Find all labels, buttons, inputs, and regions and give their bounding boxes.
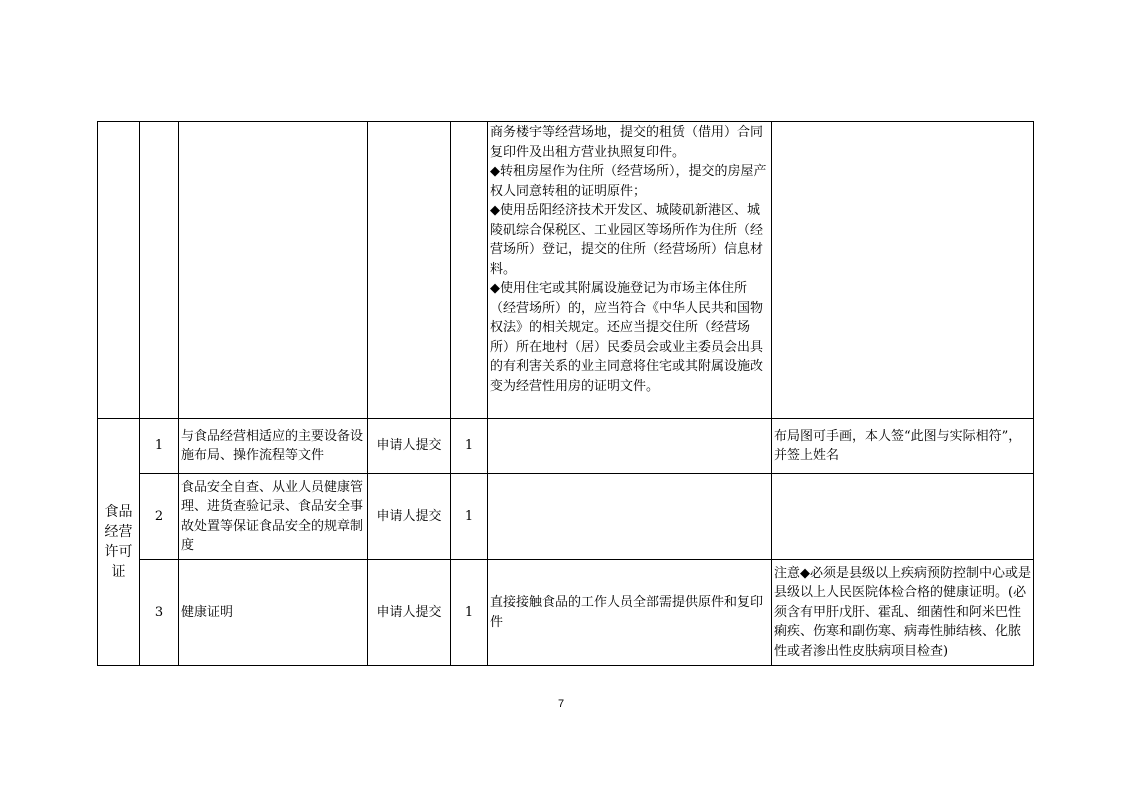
row-number: 1 xyxy=(140,419,179,474)
requirement-paragraph: 商务楼宇等经营场地，提交的租赁（借用）合同复印件及出租方营业执照复印件。 xyxy=(490,125,764,160)
category-label-line: 食品 xyxy=(104,504,133,520)
material-requirements: 直接接触食品的工作人员全部需提供原件和复印件 xyxy=(488,560,772,666)
requirement-paragraph: ◆使用住宅或其附属设施登记为市场主体住所（经营场所）的，应当符合《中华人民共和国物权法》的相关规定。还应当提交住所（经营场所）所在地村（居）民委员会或业主委员会出具的有利害关系的业主同意将住宅或其附属设施改变为经营性用房的证明文件。 xyxy=(490,281,764,394)
category-cell-empty xyxy=(98,122,140,419)
material-notes: 注意◆必须是县级以上疾病预防控制中心或是县级以上人民医院体检合格的健康证明。(必须含有甲肝戊肝、霍乱、细菌性和阿米巴性痢疾、伤寒和副伤寒、病毒性肺结核、化脓性或者渗出性皮肤病项目检查) xyxy=(772,560,1034,666)
material-notes xyxy=(772,474,1034,560)
requirements-cell-continued xyxy=(488,122,772,419)
requirement-paragraph: ◆使用岳阳经济技术开发区、城陵矶新港区、城陵矶综合保税区、工业园区等场所作为住所（经营场所）登记，提交的住所（经营场所）信息材料。 xyxy=(490,203,764,277)
material-source: 申请人提交 xyxy=(368,560,451,666)
page-number: 7 xyxy=(557,698,565,710)
material-name: 与食品经营相适应的主要设备设施布局、操作流程等文件 xyxy=(179,419,368,474)
table-row xyxy=(98,474,1034,560)
copies-cell-empty xyxy=(451,122,488,419)
material-requirements xyxy=(488,419,772,474)
row-number: 3 xyxy=(140,560,179,666)
row-number: 2 xyxy=(140,474,179,560)
category-label-line: 经营 xyxy=(104,524,133,540)
source-cell-empty xyxy=(368,122,451,419)
material-name: 食品安全自查、从业人员健康管理、进货查验记录、食品安全事故处置等保证食品安全的规章制度 xyxy=(179,474,368,560)
material-notes: 布局图可手画，本人签“此图与实际相符”，并签上姓名 xyxy=(772,419,1034,474)
materials-table xyxy=(97,121,1034,666)
category-label-line: 证 xyxy=(111,564,126,580)
no-cell-empty xyxy=(140,122,179,419)
material-source: 申请人提交 xyxy=(368,474,451,560)
table-row xyxy=(98,560,1034,666)
notes-cell-empty xyxy=(772,122,1034,419)
material-name: 健康证明 xyxy=(179,560,368,666)
name-cell-empty xyxy=(179,122,368,419)
material-copies: 1 xyxy=(451,474,488,560)
material-copies: 1 xyxy=(451,560,488,666)
table-row-continued xyxy=(98,122,1034,419)
material-copies: 1 xyxy=(451,419,488,474)
category-cell xyxy=(98,419,140,666)
material-requirements xyxy=(488,474,772,560)
requirement-paragraph: ◆转租房屋作为住所（经营场所），提交的房屋产权人同意转租的证明原件； xyxy=(490,164,767,199)
table-row xyxy=(98,419,1034,474)
category-label-line: 许可 xyxy=(104,544,133,560)
material-source: 申请人提交 xyxy=(368,419,451,474)
